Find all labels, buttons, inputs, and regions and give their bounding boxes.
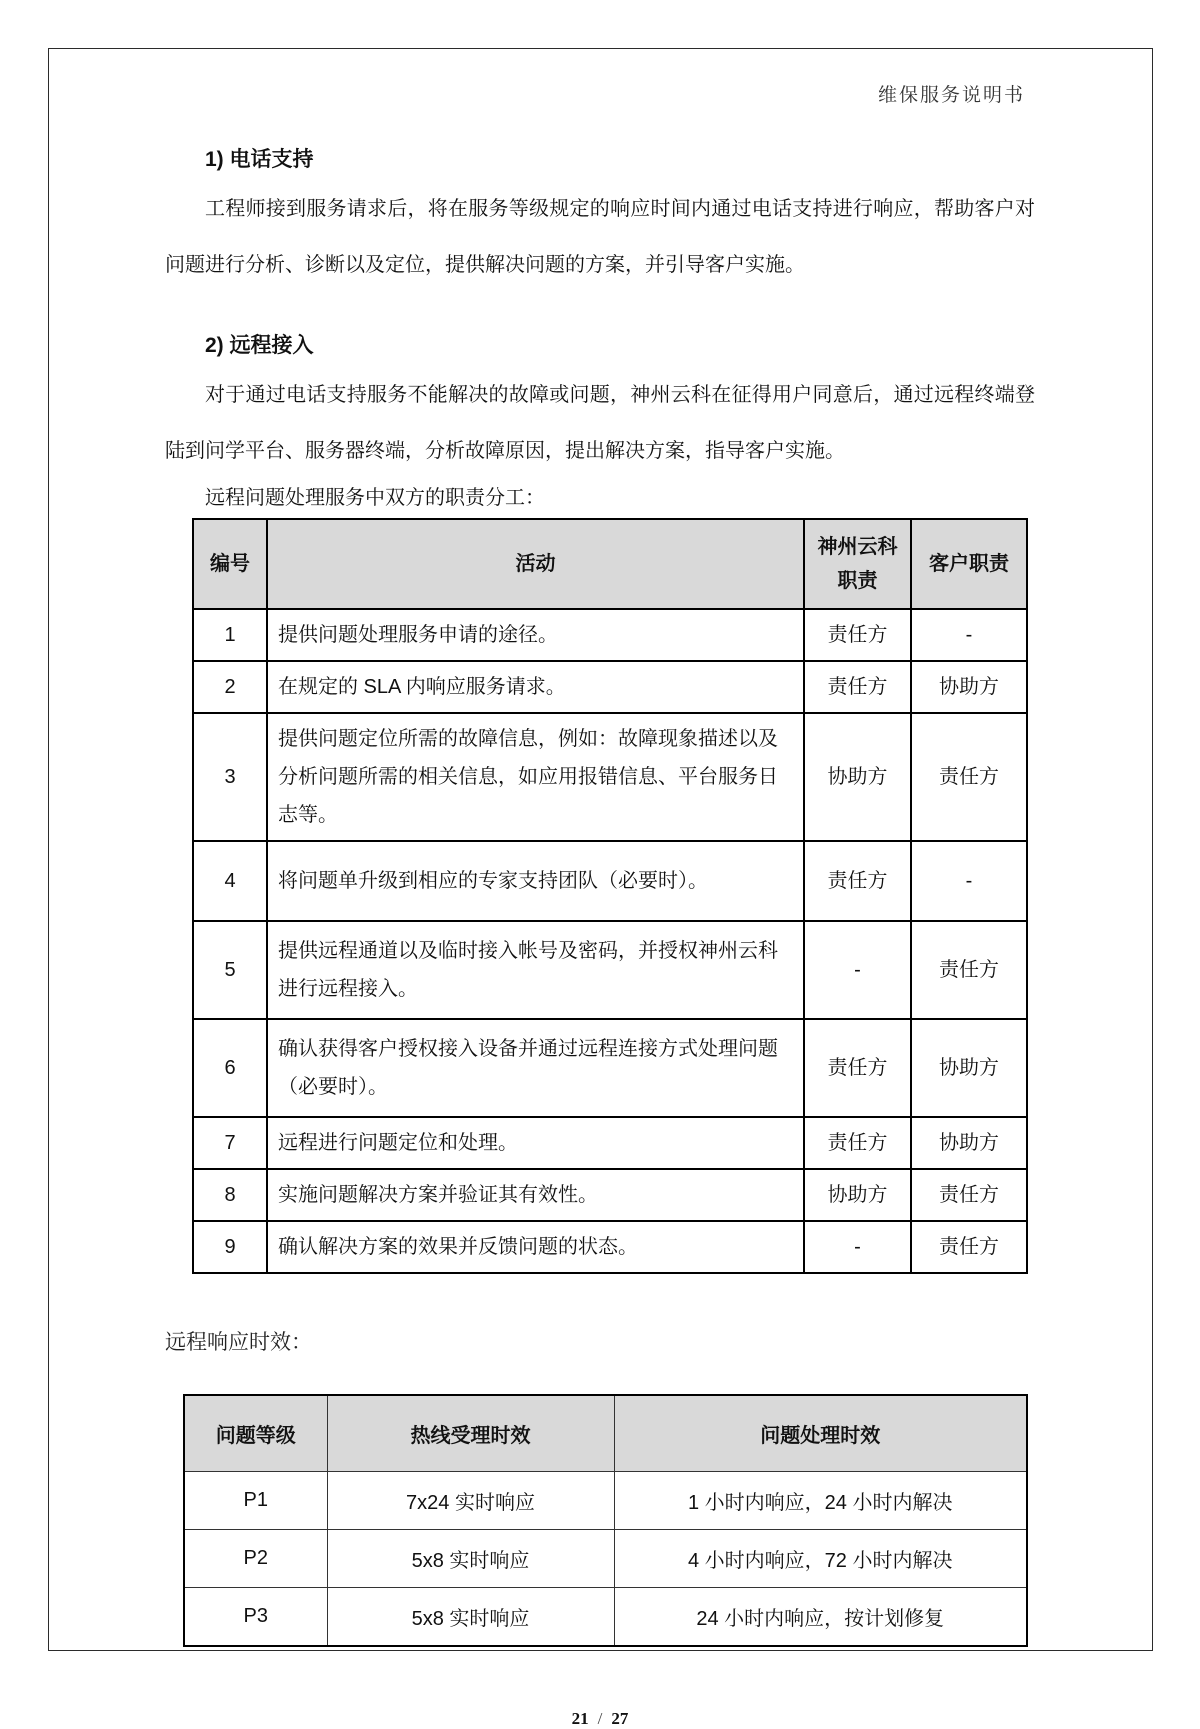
table-cell: 责任方 <box>911 1169 1027 1221</box>
table-row <box>193 713 1027 841</box>
table-cell: P3 <box>184 1588 327 1647</box>
table-cell: 协助方 <box>911 661 1027 713</box>
table-cell: 远程进行问题定位和处理。 <box>267 1117 804 1169</box>
table-row <box>193 1169 1027 1221</box>
table-row <box>184 1530 1027 1588</box>
table-cell: 4 <box>193 841 267 921</box>
table-row <box>184 1472 1027 1530</box>
table-cell: 7x24 实时响应 <box>327 1472 614 1530</box>
page-number-current: 21 <box>571 1709 589 1728</box>
column-header: 活动 <box>267 519 804 609</box>
table-cell: 1 小时内响应，24 小时内解决 <box>614 1472 1027 1530</box>
table-cell: 责任方 <box>804 841 911 921</box>
table-cell: 4 小时内响应，72 小时内解决 <box>614 1530 1027 1588</box>
sla-table <box>183 1394 1028 1647</box>
table-cell: - <box>804 921 911 1019</box>
table-cell: 责任方 <box>804 661 911 713</box>
table-row <box>193 921 1027 1019</box>
table-cell: 2 <box>193 661 267 713</box>
table-cell: - <box>911 609 1027 661</box>
table-row <box>184 1588 1027 1647</box>
table-cell: - <box>804 1221 911 1273</box>
table-cell: 实施问题解决方案并验证其有效性。 <box>267 1169 804 1221</box>
table-cell: 确认获得客户授权接入设备并通过远程连接方式处理问题（必要时）。 <box>267 1019 804 1117</box>
table-cell: P2 <box>184 1530 327 1588</box>
column-header: 问题处理时效 <box>614 1395 1027 1472</box>
section-heading-phone-support: 1) 电话支持 <box>205 148 314 171</box>
table-cell: 在规定的 SLA 内响应服务请求。 <box>267 661 804 713</box>
page-number-total: 27 <box>611 1709 629 1728</box>
column-header: 客户职责 <box>911 519 1027 609</box>
table-cell: 责任方 <box>911 713 1027 841</box>
responsibility-table-header-row <box>193 519 1027 609</box>
table-row <box>193 1221 1027 1273</box>
table-row <box>193 1117 1027 1169</box>
table-cell: 6 <box>193 1019 267 1117</box>
column-header: 编号 <box>193 519 267 609</box>
table-row <box>193 1019 1027 1117</box>
page-content <box>165 48 1035 1729</box>
page-number-separator: / <box>597 1709 603 1728</box>
table-cell: 7 <box>193 1117 267 1169</box>
table-cell: 责任方 <box>804 609 911 661</box>
table-cell: 协助方 <box>911 1117 1027 1169</box>
paragraph-phone-support: 工程师接到服务请求后，将在服务等级规定的响应时间内通过电话支持进行响应，帮助客户对问题进行分析、诊断以及定位，提供解决问题的方案，并引导客户实施。 <box>165 198 1035 276</box>
column-header: 问题等级 <box>184 1395 327 1472</box>
page-number <box>165 1709 1035 1729</box>
table-cell: 责任方 <box>911 921 1027 1019</box>
table-cell: 提供远程通道以及临时接入帐号及密码，并授权神州云科进行远程接入。 <box>267 921 804 1019</box>
table-row <box>193 841 1027 921</box>
sla-table-header-row <box>184 1395 1027 1472</box>
table-cell: 提供问题定位所需的故障信息，例如：故障现象描述以及分析问题所需的相关信息，如应用报错信息、平台服务日志等。 <box>267 713 804 841</box>
table-cell: 协助方 <box>804 1169 911 1221</box>
table-cell: - <box>911 841 1027 921</box>
column-header: 热线受理时效 <box>327 1395 614 1472</box>
table-cell: 9 <box>193 1221 267 1273</box>
table-cell: 5x8 实时响应 <box>327 1588 614 1647</box>
table-cell: 协助方 <box>804 713 911 841</box>
table-cell: 3 <box>193 713 267 841</box>
column-header: 神州云科职责 <box>804 519 911 609</box>
table-row <box>193 661 1027 713</box>
table-cell: 5 <box>193 921 267 1019</box>
table-cell: 责任方 <box>804 1019 911 1117</box>
responsibility-table-intro: 远程问题处理服务中双方的职责分工： <box>205 487 545 509</box>
table-cell: 1 <box>193 609 267 661</box>
paragraph-remote-access: 对于通过电话支持服务不能解决的故障或问题，神州云科在征得用户同意后，通过远程终端登陆到问学平台、服务器终端，分析故障原因，提出解决方案，指导客户实施。 <box>165 384 1035 462</box>
table-cell: 将问题单升级到相应的专家支持团队（必要时）。 <box>267 841 804 921</box>
table-cell: 协助方 <box>911 1019 1027 1117</box>
table-cell: 责任方 <box>804 1117 911 1169</box>
table-cell: 责任方 <box>911 1221 1027 1273</box>
document-header-title: 维保服务说明书 <box>877 85 1025 106</box>
sla-table-intro: 远程响应时效： <box>165 1331 312 1354</box>
table-row <box>193 609 1027 661</box>
table-cell: 8 <box>193 1169 267 1221</box>
table-cell: P1 <box>184 1472 327 1530</box>
section-heading-remote-access: 2) 远程接入 <box>205 334 314 357</box>
table-cell: 确认解决方案的效果并反馈问题的状态。 <box>267 1221 804 1273</box>
table-cell: 24 小时内响应，按计划修复 <box>614 1588 1027 1647</box>
table-cell: 5x8 实时响应 <box>327 1530 614 1588</box>
table-cell: 提供问题处理服务申请的途径。 <box>267 609 804 661</box>
responsibility-table <box>192 518 1028 1274</box>
